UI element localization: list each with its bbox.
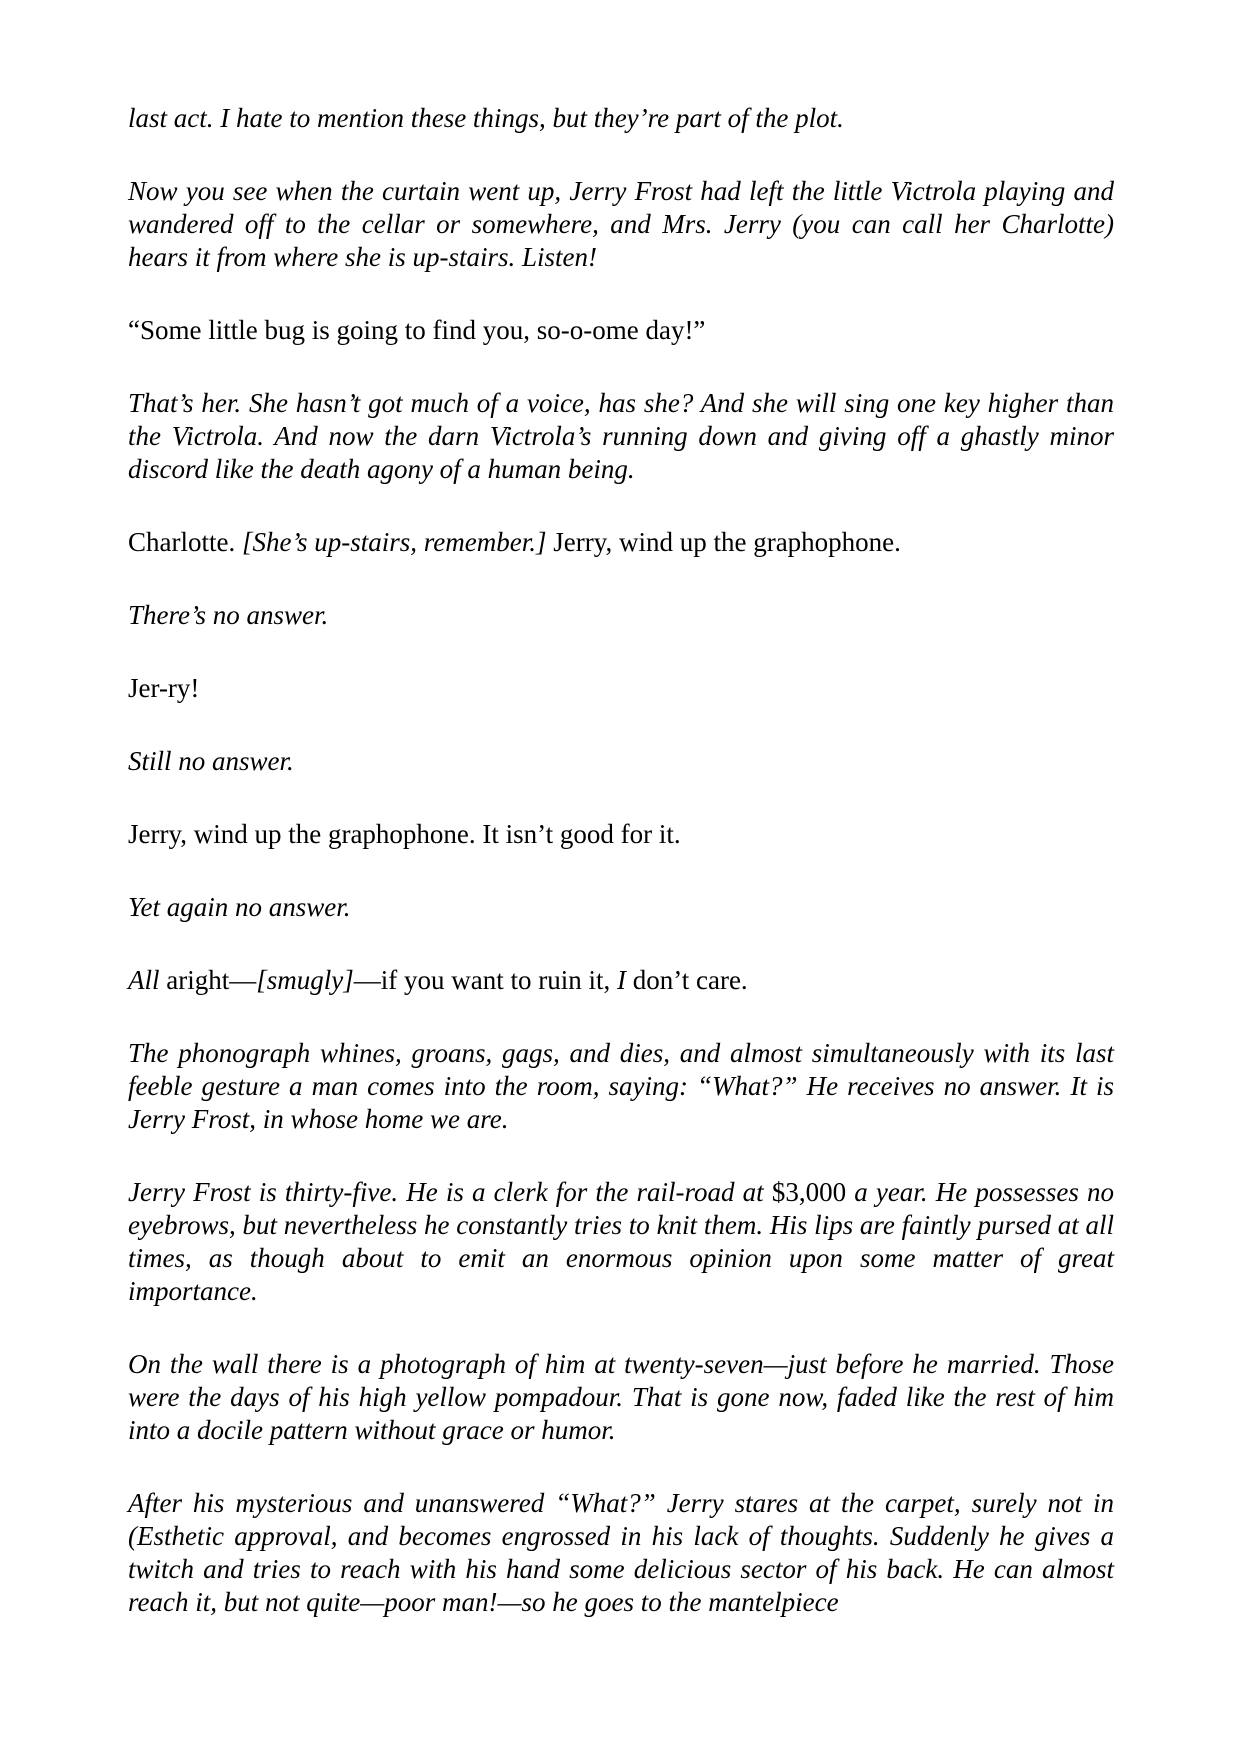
emphasis-i: I <box>616 965 626 995</box>
document-page <box>128 102 1114 1659</box>
paragraph-song-lyric: “Some little bug is going to find you, so-o-ome day!” <box>128 315 706 345</box>
paragraph-stage-direction-2: Now you see when the curtain went up, Jerry Frost had left the little Victrola playing and wandered off to the cellar or somewhere, and Mrs. Jerry (you can call her Charlotte) hears it from where she is up-stairs. Listen! <box>128 176 1114 272</box>
description-part-2: a year. He possesses no eyebrows, but nevertheless he constantly tries to knit them. His lips are faintly pursed at all times, as though about to emit an enormous opinion upon some matter of great importance. <box>128 1177 1114 1306</box>
dialogue-part-2: —if you want to ruin it, <box>353 965 617 995</box>
paragraph-stage-direction-4: There’s no answer. <box>128 600 329 630</box>
paragraph-stage-direction-3: That’s her. She hasn’t got much of a voice, has she? And she will sing one key higher than the Victrola. And now the darn Victrola’s running down and giving off a ghastly minor discord like the death agony of a human being. <box>128 388 1114 484</box>
dialogue-part-1: aright— <box>159 965 257 995</box>
paragraph-stage-direction-9: On the wall there is a photograph of him at twenty-seven—just before he married. Those were the days of his high yellow pompadour. That is gone now, faded like the rest of him into a docile pattern without grace or humor. <box>128 1349 1114 1445</box>
salary-amount: $3,000 <box>771 1177 847 1207</box>
speaker-name: Charlotte. <box>128 527 236 557</box>
paragraph-dialogue-2: Jer-ry! <box>128 673 200 703</box>
paragraph-stage-direction-7: The phonograph whines, groans, gags, and dies, and almost simultaneously with its last feeble gesture a man comes into the room, saying: “What?” He receives no answer. It is Jerry Frost, in whose home we are. <box>128 1038 1114 1134</box>
paragraph-stage-direction-6: Yet again no answer. <box>128 892 351 922</box>
paragraph-dialogue-3: Jerry, wind up the graphophone. It isn’t good for it. <box>128 819 681 849</box>
paragraph-dialogue-4 <box>128 964 1114 997</box>
inline-stage-direction: [She’s up-stairs, remember.] <box>241 527 547 557</box>
dialogue-line: Jerry, wind up the graphophone. <box>553 527 901 557</box>
emphasis-all: All <box>128 965 160 995</box>
paragraph-stage-direction-1: last act. I hate to mention these things, but they’re part of the plot. <box>128 103 844 133</box>
description-part-1: Jerry Frost is thirty-five. He is a clerk for the rail-road at <box>128 1177 772 1207</box>
inline-stage-direction: [smugly] <box>256 965 354 995</box>
paragraph-dialogue-charlotte <box>128 526 1114 559</box>
paragraph-stage-direction-10: After his mysterious and unanswered “What?” Jerry stares at the carpet, surely not in (Esthetic approval, and becomes engrossed in his lack of thoughts. Suddenly he gives a twitch and tries to reach with his hand some delicious sector of his back. He can almost reach it, but not quite—poor man!—so he goes to the mantelpiece <box>128 1488 1114 1617</box>
dialogue-part-3: don’t care. <box>625 965 748 995</box>
paragraph-stage-direction-8 <box>128 1176 1114 1308</box>
paragraph-stage-direction-5: Still no answer. <box>128 746 294 776</box>
